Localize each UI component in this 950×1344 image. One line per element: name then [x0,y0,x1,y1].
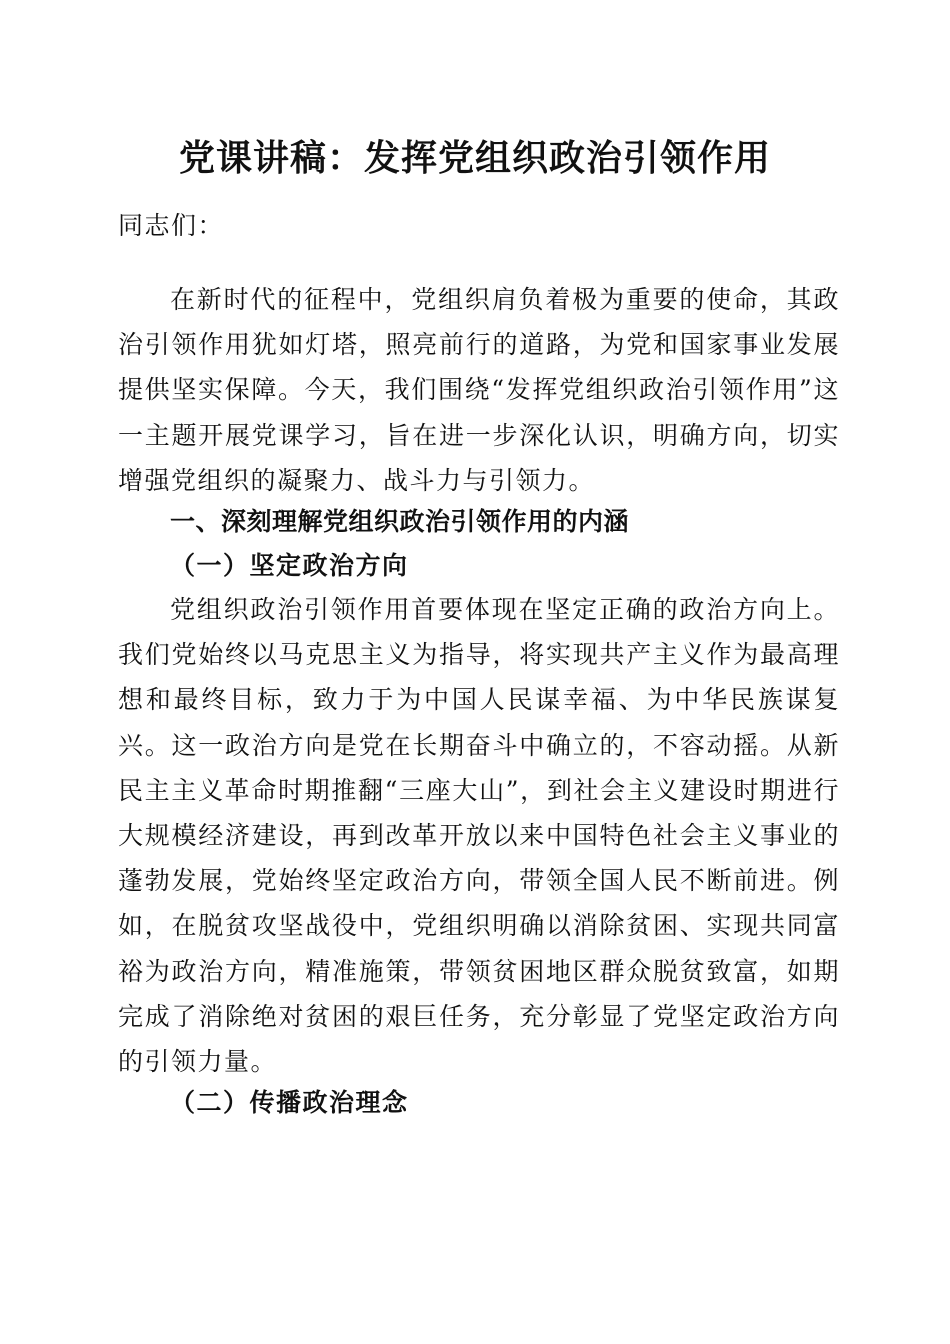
subsection-1-paragraph: 党组织政治引领作用首要体现在坚定正确的政治方向上。我们党始终以马克思主义为指导，将实现共产主义作为最高理想和最终目标，致力于为中国人民谋幸福、为中华民族谋复兴。这一政治方向是党在长期奋斗中确立的，不容动摇。从新民主主义革命时期推翻“三座大山”，到社会主义建设时期进行大规模经济建设，再到改革开放以来中国特色社会主义事业的蓬勃发展，党始终坚定政治方向，带领全国人民不断前进。例如，在脱贫攻坚战役中，党组织明确以消除贫困、实现共同富裕为政治方向，精准施策，带领贫困地区群众脱贫致富，如期完成了消除绝对贫困的艰巨任务，充分彰显了党坚定政治方向的引领力量。 [118,595,840,1077]
document-title: 党课讲稿：发挥党组织政治引领作用 [178,137,771,179]
salutation: 同志们： [118,211,225,240]
subsection-1-heading: （一）坚定政治方向 [170,551,409,580]
section-1-heading: 一、深刻理解党组织政治引领作用的内涵 [170,507,630,536]
subsection-2-heading: （二）传播政治理念 [170,1088,409,1117]
intro-paragraph: 在新时代的征程中，党组织肩负着极为重要的使命，其政治引领作用犹如灯塔，照亮前行的道路，为党和国家事业发展提供坚实保障。今天，我们围绕“发挥党组织政治引领作用”这一主题开展党课学习，旨在进一步深化认识，明确方向，切实增强党组织的凝聚力、战斗力与引领力。 [118,285,840,495]
